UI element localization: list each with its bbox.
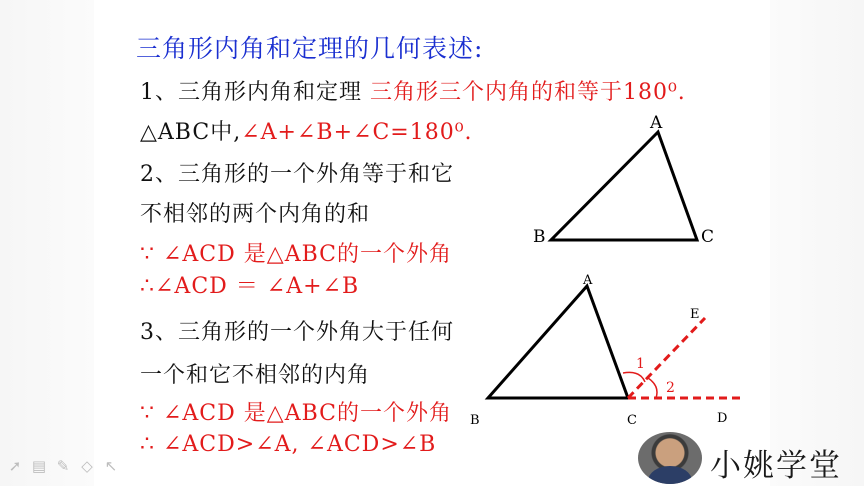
item3-line1: 3、三角形的一个外角大于任何 <box>140 320 454 345</box>
presenter-shirt <box>648 466 692 484</box>
item3-because: ∵ ∠ACD 是△ABC的一个外角 <box>140 401 452 426</box>
presentation-toolbar <box>6 457 120 475</box>
fig2-label-c: C <box>627 413 637 428</box>
item2-therefore: ∴∠ACD ＝ ∠A+∠B <box>140 274 360 299</box>
item3-line2: 一个和它不相邻的内角 <box>140 363 371 388</box>
angle-label-2: 2 <box>666 380 675 396</box>
triangle-figure-1 <box>533 113 714 247</box>
angle-arc-1 <box>623 372 645 382</box>
presenter-avatar <box>638 432 702 484</box>
pointer-icon[interactable]: ➚ <box>8 457 22 475</box>
item2-line1: 2、三角形的一个外角等于和它 <box>140 162 454 187</box>
eraser-icon[interactable]: ◇ <box>81 457 93 475</box>
angle-arc-2 <box>648 378 657 398</box>
item1-theorem: 三角形三个内角的和等于180⁰. <box>370 80 686 105</box>
fig2-label-a: A <box>583 273 593 288</box>
triangle-abc-2 <box>488 286 628 398</box>
item2-because: ∵ ∠ACD 是△ABC的一个外角 <box>140 242 452 267</box>
slides-icon[interactable]: ▤ <box>31 457 47 475</box>
item1-line2-prefix: △ABC中, <box>140 120 242 145</box>
item2-line2: 不相邻的两个内角的和 <box>140 202 371 227</box>
triangle-figure-2 <box>470 273 742 428</box>
fig1-label-a: A <box>650 113 663 133</box>
item1-prefix: 1、三角形内角和定理 <box>140 80 370 105</box>
brand-watermark: 小姚学堂 <box>710 448 842 484</box>
fig2-label-d: D <box>717 411 728 426</box>
fig1-label-c: C <box>701 227 715 247</box>
cursor-icon[interactable]: ↖ <box>104 457 118 475</box>
fig1-label-b: B <box>533 227 546 247</box>
item1-formula: ∠A+∠B+∠C=180⁰. <box>241 120 473 145</box>
fig2-label-e: E <box>690 307 700 322</box>
pen-icon[interactable]: ✎ <box>56 457 70 475</box>
item3-therefore: ∴ ∠ACD>∠A, ∠ACD>∠B <box>140 432 437 457</box>
angle-label-1: 1 <box>636 356 645 372</box>
fig2-label-b: B <box>470 413 480 428</box>
slide-title: 三角形内角和定理的几何表述: <box>136 34 484 63</box>
triangle-abc-1 <box>551 132 697 240</box>
